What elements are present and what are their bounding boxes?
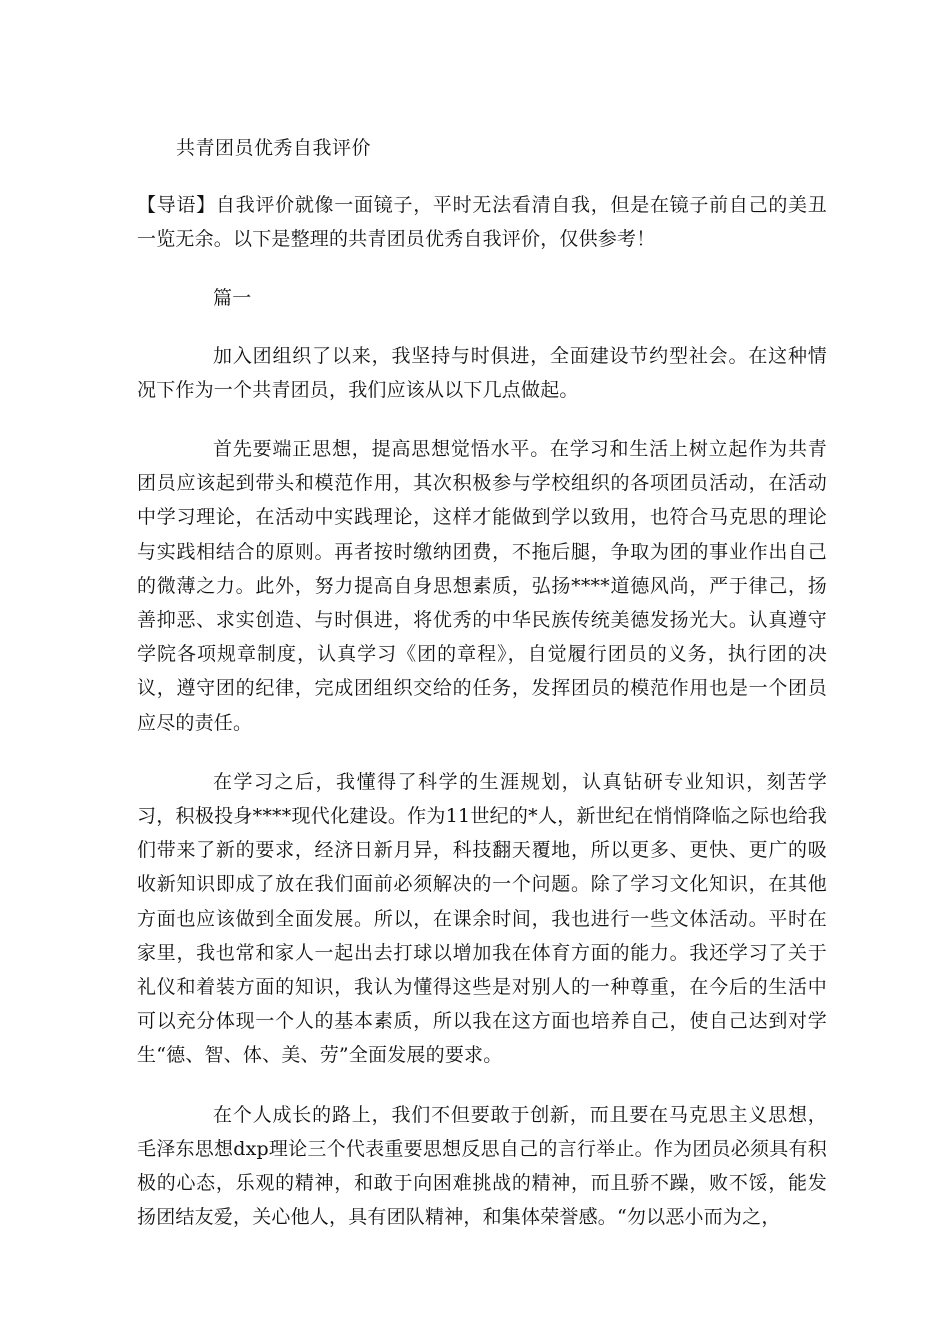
document-body	[137, 188, 827, 1234]
body-paragraph: 首先要端正思想，提高思想觉悟水平。在学习和生活上树立起作为共青团员应该起到带头和模范作用，其次积极参与学校组织的各项团员活动，在活动中学习理论，在活动中实践理论，这样才能做到学以致用，也符合马克思的理论与实践相结合的原则。再者按时缴纳团费，不拖后腿，争取为团的事业作出自己的微薄之力。此外，努力提高自身思想素质，弘扬****道德风尚，严于律己，扬善抑恶、求实创造、与时俱进，将优秀的中华民族传统美德发扬光大。认真遵守学院各项规章制度，认真学习《团的章程》，自觉履行团员的义务，执行团的决议，遵守团的纪律，完成团组织交给的任务，发挥团员的模范作用也是一个团员应尽的责任。	[137, 438, 827, 734]
section-heading: 篇一	[213, 287, 252, 310]
body-paragraph: 在学习之后，我懂得了科学的生涯规划，认真钻研专业知识，刻苦学习，积极投身****现代化建设。作为11世纪的*人，新世纪在悄悄降临之际也给我们带来了新的要求，经济日新月异，科技翻天覆地，所以更多、更快、更广的吸收新知识即成了放在我们面前必须解决的一个问题。除了学习文化知识，在其他方面也应该做到全面发展。所以，在课余时间，我也进行一些文体活动。平时在家里，我也常和家人一起出去打球以增加我在体育方面的能力。我还学习了关于礼仪和着装方面的知识，我认为懂得这些是对别人的一种尊重，在今后的生活中可以充分体现一个人的基本素质，所以我在这方面也培养自己，使自己达到对学生“德、智、体、美、劳”全面发展的要求。	[137, 770, 827, 1067]
body-paragraph: 加入团组织了以来，我坚持与时俱进，全面建设节约型社会。在这种情况下作为一个共青团员，我们应该从以下几点做起。	[137, 344, 827, 401]
body-paragraph: 在个人成长的路上，我们不但要敢于创新，而且要在马克思主义思想，毛泽东思想dxp理论三个代表重要思想反思自己的言行举止。作为团员必须具有积极的心态，乐观的精神，和敢于向困难挑战的精神，而且骄不躁，败不馁，能发扬团结友爱，关心他人，具有团队精神，和集体荣誉感。“勿以恶小而为之，	[137, 1103, 827, 1229]
document-title: 共青团员优秀自我评价	[176, 137, 372, 159]
intro-paragraph: 【导语】自我评价就像一面镜子，平时无法看清自我，但是在镜子前自己的美丑一览无余。以下是整理的共青团员优秀自我评价，仅供参考！	[137, 194, 827, 251]
